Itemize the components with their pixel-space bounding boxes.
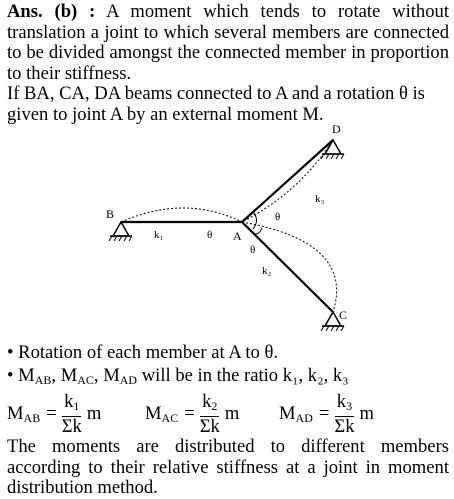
deflection-ba: [121, 208, 242, 222]
formula-mab: $M_{AB}$ = $\frac{k_1}{\Sigma k}$ m: [7, 390, 102, 437]
label-theta-ba: θ: [207, 229, 213, 241]
formula-mac: $M_{AC}$ = $\frac{k_2}{\Sigma k}$ m: [145, 390, 240, 437]
support-d: [321, 140, 344, 159]
bullet-ratio-text: will be in the ratio k₁, k₂, k₃: [141, 365, 349, 386]
term-mac: $M_{AC}$: [60, 365, 94, 387]
member-ad: [242, 140, 333, 222]
intro-paragraph: If BA, CA, DA beams connected to A and a rotation θ is given to joint A by an external moment M.: [7, 83, 425, 125]
label-c: C: [339, 308, 348, 322]
conclusion-paragraph: The moments are distributed to different members according to their relative stiffness at a joint in moment distribution method.: [7, 436, 449, 498]
answer-paragraph: [7, 2, 449, 84]
formula-mad: $M_{AD}$ = $\frac{k_3}{\Sigma k}$ m: [279, 390, 374, 437]
formula-row: [7, 390, 447, 438]
label-d: D: [332, 122, 341, 136]
label-a: A: [233, 229, 242, 243]
term-mad: $M_{AD}$: [103, 365, 138, 387]
label-theta-ad: θ: [275, 211, 281, 223]
member-ac: [242, 222, 333, 312]
bullet-rotation-text: Rotation of each member at A to θ.: [18, 342, 279, 363]
label-k2: k₂: [262, 265, 272, 277]
bullet-rotation: • Rotation of each member at A to θ.: [7, 342, 279, 363]
label-theta-ac: θ: [250, 244, 256, 256]
term-mab: $M_{AB}$: [18, 365, 52, 387]
answer-prefix: Ans. (b) :: [7, 1, 96, 22]
answer-text: A moment which tends to rotate without translation a joint to which several members are connected to be divided amongst the connected member in proportion to their stiffness.: [7, 1, 449, 84]
label-k1: k₁: [154, 229, 164, 241]
support-b: [109, 222, 132, 241]
bullet-ratio: • $M_{AB}$, $M_{AC}$, $M_{AD}$ will be in the ratio k₁, k₂, k₃: [7, 365, 349, 387]
label-b: B: [106, 207, 115, 221]
label-k3: k₃: [315, 193, 325, 205]
joint-diagram: [100, 122, 360, 337]
